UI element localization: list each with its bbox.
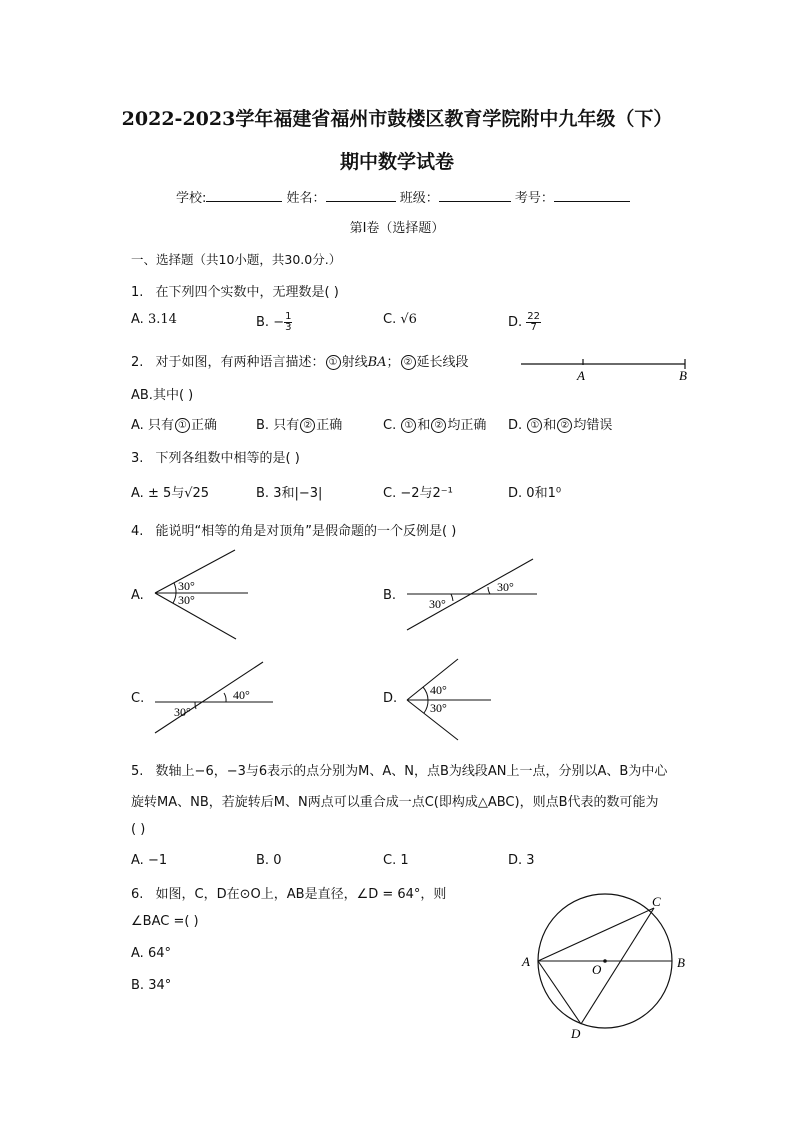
q1-option-d: D. $\frac{22}{7}$ bbox=[508, 311, 541, 333]
student-info-row bbox=[176, 187, 630, 206]
class-label: 班级： bbox=[399, 191, 439, 206]
q3-option-b: B. 3和|−3| bbox=[256, 486, 323, 501]
q4-option-b-letter: B. bbox=[383, 588, 397, 603]
name-label: 姓名： bbox=[286, 191, 326, 206]
svg-text:30°: 30° bbox=[497, 580, 514, 594]
q4-option-a-letter: A. bbox=[131, 588, 144, 603]
q2-option-c: C. ① 和 ② 均正确 bbox=[383, 418, 487, 433]
exam-no-blank bbox=[554, 200, 630, 202]
exam-no-label: 考号： bbox=[514, 191, 554, 206]
svg-text:30°: 30° bbox=[178, 593, 195, 607]
question-5: 5. 数轴上−6，−3与6表示的点分别为M、A、N，点B为线段AN上一点，分别以A、B为中心 bbox=[131, 764, 668, 779]
q2-option-b: B. 只有 ② 正确 bbox=[256, 418, 343, 433]
q2-option-a: A. 只有 ① 正确 bbox=[131, 418, 217, 433]
question-3: 3. 下列各组数中相等的是( ) bbox=[131, 451, 300, 466]
exam-title-line2: 期中数学试卷 bbox=[339, 151, 454, 173]
svg-text:A: A bbox=[522, 954, 530, 969]
q5-option-c: C. 1 bbox=[383, 853, 409, 868]
q6-circle-figure bbox=[515, 890, 700, 1045]
q2-option-d: D. ① 和 ② 均错误 bbox=[508, 418, 613, 433]
svg-text:40°: 40° bbox=[430, 683, 447, 697]
question-2-line2: AB.其中( ) bbox=[131, 388, 194, 403]
question-stem: 在下列四个实数中，无理数是( ) bbox=[155, 285, 339, 300]
q3-option-a: A. ± 5与√25 bbox=[131, 486, 210, 501]
svg-text:D: D bbox=[571, 1026, 581, 1041]
school-label: 学校: bbox=[176, 191, 207, 206]
point-a-label: A bbox=[577, 368, 585, 383]
q5-option-a: A. −1 bbox=[131, 853, 168, 868]
q4-figure-d bbox=[402, 656, 498, 744]
point-b-label: B bbox=[679, 368, 687, 383]
question-5-line3: ( ) bbox=[131, 822, 146, 837]
svg-text:C: C bbox=[652, 894, 661, 909]
q5-option-b: B. 0 bbox=[256, 853, 282, 868]
name-blank bbox=[326, 200, 396, 202]
q4-figure-b bbox=[402, 556, 542, 636]
q3-option-c: C. −2与2⁻¹ bbox=[383, 486, 453, 501]
svg-text:30°: 30° bbox=[430, 701, 447, 715]
q4-option-c-letter: C. bbox=[131, 691, 145, 706]
question-2: 2. 对于如图，有两种语言描述： ① 射线BA； ② 延长线段 bbox=[131, 355, 469, 370]
q1-option-b: B. − $\frac{1}{3}$ bbox=[256, 311, 292, 333]
q5-option-d: D. 3 bbox=[508, 853, 535, 868]
svg-text:B: B bbox=[677, 955, 685, 970]
exam-title-line1: 2022-2023学年福建省福州市鼓楼区教育学院附中九年级（下） bbox=[121, 108, 673, 130]
svg-text:30°: 30° bbox=[178, 579, 195, 593]
svg-text:30°: 30° bbox=[174, 705, 191, 719]
question-5-line2: 旋转MA、NB，若旋转后M、N两点可以重合成一点C(即构成△ABC)，则点B代表的数可能为 bbox=[131, 795, 659, 810]
question-4: 4. 能说明“相等的角是对顶角”是假命题的一个反例是( ) bbox=[131, 524, 457, 539]
question-6-line2: ∠BAC =( ) bbox=[131, 914, 199, 929]
q1-option-a: A. 3.14 bbox=[131, 312, 177, 327]
svg-text:40°: 40° bbox=[233, 688, 250, 702]
volume-heading: 第Ⅰ卷（选择题） bbox=[349, 221, 445, 236]
q1-option-c: C. √6 bbox=[383, 312, 417, 327]
q3-option-d: D. 0和1⁰ bbox=[508, 486, 562, 501]
q2-segment-figure bbox=[515, 352, 705, 386]
question-6: 6. 如图，C，D在⊙O上，AB是直径，∠D = 64°，则 bbox=[131, 887, 447, 902]
q6-option-b: B. 34° bbox=[131, 978, 172, 993]
svg-text:O: O bbox=[592, 962, 602, 977]
q6-option-a: A. 64° bbox=[131, 946, 171, 961]
class-blank bbox=[439, 200, 511, 202]
school-blank bbox=[206, 200, 282, 202]
question-number: 1. bbox=[131, 285, 144, 300]
section-heading: 一、选择题（共10小题，共30.0分.） bbox=[131, 252, 342, 267]
q4-figure-c bbox=[150, 658, 278, 740]
q4-figure-a bbox=[150, 546, 260, 642]
svg-text:30°: 30° bbox=[429, 597, 446, 611]
question-1 bbox=[131, 281, 339, 300]
q4-option-d-letter: D. bbox=[383, 691, 398, 706]
